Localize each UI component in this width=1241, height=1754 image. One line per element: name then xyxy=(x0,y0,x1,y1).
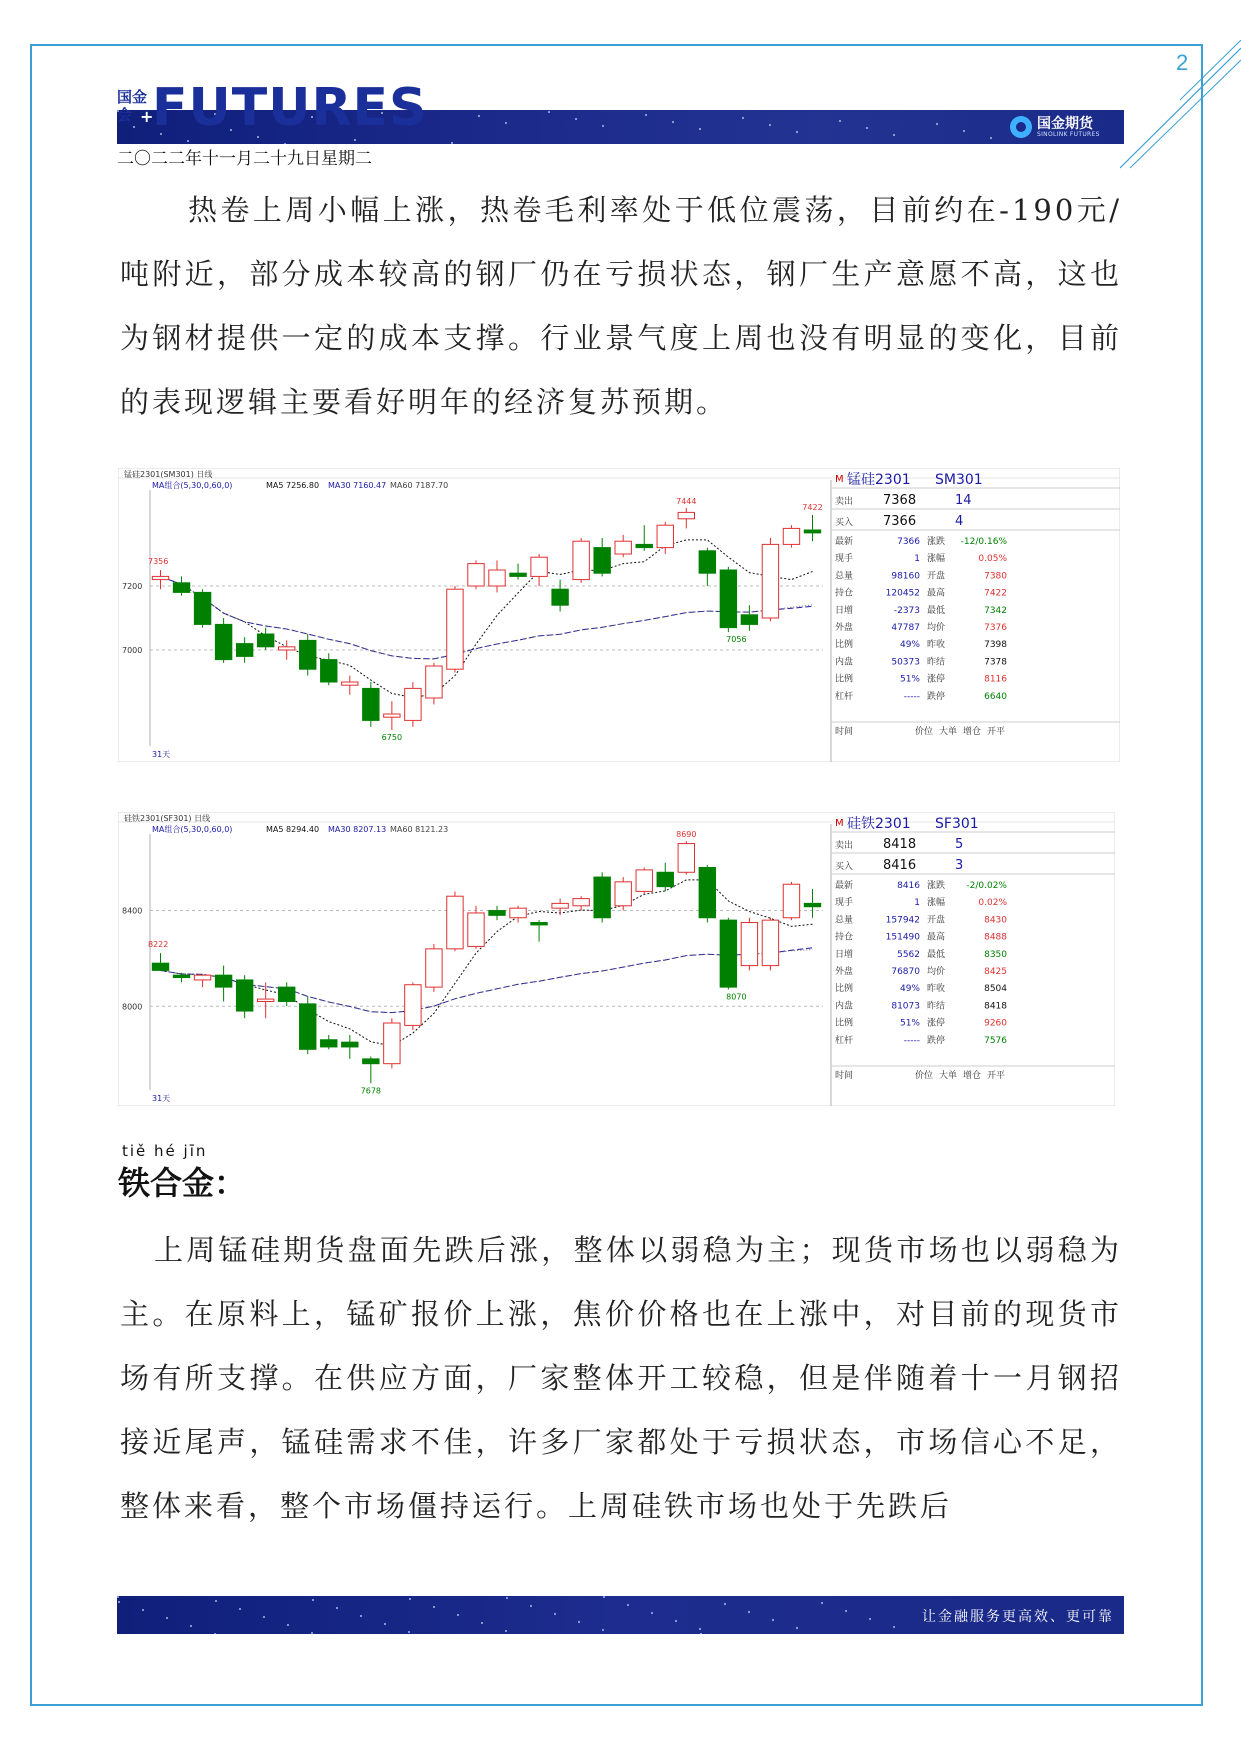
quote-row-value: 51% xyxy=(899,674,920,685)
band-star xyxy=(578,1621,580,1623)
chart-background xyxy=(118,468,1120,762)
quote-row-value: 47787 xyxy=(891,623,920,633)
quote-row-label: 比例 xyxy=(835,674,854,685)
quote-row-label: 涨幅 xyxy=(927,554,946,565)
candle-body xyxy=(804,530,820,533)
chart-period-label: 31天 xyxy=(152,750,171,759)
band-star xyxy=(336,1607,338,1609)
quote-row-value: 8116 xyxy=(984,674,1007,685)
candle-body xyxy=(531,557,547,576)
chart-indicator-label: MA组合(5,30,0,60,0) xyxy=(152,825,233,834)
quote-row-value: 1 xyxy=(914,898,920,909)
company-logo-en: SINOLINK FUTURES xyxy=(1037,130,1100,138)
band-star xyxy=(187,140,189,142)
quote-row-label: 总量 xyxy=(835,915,854,926)
chart-left-value-label: 7356 xyxy=(148,557,169,566)
band-star xyxy=(602,1629,604,1631)
band-star xyxy=(839,120,841,122)
band-star xyxy=(893,134,895,136)
paragraph-hot-rolled: 热卷上周小幅上涨，热卷毛利率处于低位震荡，目前约在-190元/吨附近，部分成本较高的钢厂仍在亏损状态，钢厂生产意愿不高，这也为钢材提供一定的成本支撑。行业景气度上周也没有明显的变化，目前的表现逻辑主要看好明年的经济复苏预期。 xyxy=(120,193,1122,419)
candle-body xyxy=(405,985,421,1026)
corner-decoration xyxy=(1120,40,1241,170)
candle-body xyxy=(783,884,799,917)
quote-row-label: 外盘 xyxy=(835,623,854,633)
quote-row-label: 比例 xyxy=(835,1018,854,1029)
quote-bid-volume: 4 xyxy=(955,514,964,529)
band-star xyxy=(481,1622,483,1624)
band-star xyxy=(408,1631,410,1633)
quote-row-label: 比例 xyxy=(835,984,854,995)
company-logo-icon xyxy=(1010,116,1032,138)
quote-row-value: 7422 xyxy=(984,588,1007,599)
quote-row-value: 5562 xyxy=(897,949,920,960)
quote-row-label: 最高 xyxy=(927,588,946,599)
candle-body xyxy=(321,660,337,682)
band-star xyxy=(142,1609,144,1611)
candle-body xyxy=(342,682,358,685)
band-star xyxy=(451,142,453,144)
quote-ask-label: 卖出 xyxy=(835,497,854,507)
candle-body xyxy=(720,570,736,628)
band-star xyxy=(457,1614,459,1616)
band-star xyxy=(433,1606,435,1608)
quote-row-value: 98160 xyxy=(891,571,920,582)
quote-footer-label: 时间 xyxy=(835,727,854,737)
chart-mn-si xyxy=(118,468,1120,762)
quote-contract-code: SM301 xyxy=(935,472,983,488)
candle-body xyxy=(783,528,799,544)
candle-body xyxy=(405,688,421,720)
quote-row-label: 涨幅 xyxy=(927,898,946,909)
quote-row-value: 120452 xyxy=(885,588,920,599)
section-heading-ferroalloy: 铁合金： xyxy=(118,1164,247,1202)
candle-body xyxy=(510,908,526,918)
candle-body xyxy=(552,903,568,908)
quote-row-value: 8350 xyxy=(984,949,1007,960)
candle-body xyxy=(152,576,168,579)
chart-y-tick-label: 8000 xyxy=(122,1002,143,1012)
quote-row-value: 76870 xyxy=(891,967,920,977)
quote-ask-volume: 5 xyxy=(955,837,964,852)
brand-plus: + xyxy=(140,107,154,126)
candle-body xyxy=(699,867,715,917)
band-star xyxy=(190,1625,192,1627)
quote-row-value: 151490 xyxy=(885,932,920,943)
candle-body xyxy=(678,844,694,873)
candle-body xyxy=(257,634,273,647)
quote-row-label: 持仓 xyxy=(835,932,854,943)
paragraph-ferroalloy: 上周锰硅期货盘面先跌后涨，整体以弱稳为主；现货市场也以弱稳为主。在原料上，锰矿报价上涨，焦价价格也在上涨中，对目前的现货市场有所支撑。在供应方面，厂家整体开工较稳，但是伴随着十一月钢招接近尾声，锰硅需求不佳，许多厂家都处于亏损状态，市场信心不足，整体来看，整个市场僵持运行。上周硅铁市场也处于先跌后 xyxy=(120,1233,1122,1523)
candle-body xyxy=(300,640,316,669)
band-star xyxy=(772,1619,774,1621)
quote-row-label: 最低 xyxy=(927,949,946,960)
quote-row-value: 0.02% xyxy=(978,898,1007,909)
band-star xyxy=(214,1633,216,1634)
band-star xyxy=(603,1596,605,1598)
chart-indicator-label: MA组合(5,30,0,60,0) xyxy=(152,481,233,490)
quote-ask-price: 7368 xyxy=(883,493,917,508)
quote-footer-label: 增仓 xyxy=(963,727,982,737)
candle-body xyxy=(510,573,526,576)
quote-footer-label: 价位 xyxy=(915,727,934,737)
candle-body xyxy=(573,899,589,906)
band-star xyxy=(575,118,577,120)
band-star xyxy=(796,1627,798,1629)
quote-footer-label: 增仓 xyxy=(963,1071,982,1081)
band-star xyxy=(384,1623,386,1625)
candle-body xyxy=(468,564,484,586)
band-star xyxy=(742,117,744,119)
band-star xyxy=(699,128,701,130)
candle-body xyxy=(236,644,252,657)
candle-body xyxy=(257,999,273,1001)
footer-slogan: 让金融服务更高效、更可靠 xyxy=(922,1609,1114,1625)
quote-row-value: 8416 xyxy=(897,881,920,891)
quote-row-value: 7378 xyxy=(984,657,1007,668)
quote-contract-name: 锰硅2301 xyxy=(847,472,911,488)
chart-ma-label: MA5 8294.40 xyxy=(266,825,320,834)
quote-row-value: 50373 xyxy=(891,657,920,668)
band-star xyxy=(263,1616,265,1618)
quote-row-label: 昨结 xyxy=(927,657,946,668)
chart-left-value-label: 8222 xyxy=(148,940,169,950)
band-star xyxy=(936,123,938,125)
candle-body xyxy=(678,512,694,518)
quote-row-label: 开盘 xyxy=(927,915,946,926)
chart-fe-si-svg xyxy=(118,812,1115,1106)
quote-row-label: 外盘 xyxy=(835,967,854,977)
quote-row-value: 7342 xyxy=(984,605,1007,616)
candle-body xyxy=(762,544,778,618)
brand-en-logo: FUTURES xyxy=(152,78,428,138)
candle-body xyxy=(489,911,505,916)
footer-band xyxy=(117,1596,1124,1634)
quote-footer-label: 大单 xyxy=(939,1071,958,1081)
quote-footer-label: 时间 xyxy=(835,1071,854,1081)
band-star xyxy=(505,1630,507,1632)
chart-high-label: 7444 xyxy=(676,496,697,506)
quote-row-label: 持仓 xyxy=(835,588,854,599)
band-star xyxy=(675,1620,677,1622)
candle-body xyxy=(741,615,757,625)
quote-row-value: 7398 xyxy=(984,640,1007,651)
band-star xyxy=(354,139,356,141)
candle-body xyxy=(363,688,379,720)
candle-body xyxy=(236,980,252,1011)
quote-row-label: 最高 xyxy=(927,932,946,943)
candle-body xyxy=(699,551,715,573)
quote-row-value: 8425 xyxy=(984,967,1007,977)
band-star xyxy=(990,137,992,139)
chart-recent-high-label: 7422 xyxy=(802,502,823,512)
quote-row-label: 涨停 xyxy=(927,1018,946,1029)
chart-high-label: 8690 xyxy=(676,830,697,840)
candle-body xyxy=(384,714,400,717)
candle-body xyxy=(384,1023,400,1064)
candle-body xyxy=(468,913,484,946)
band-star xyxy=(215,1600,217,1602)
quote-row-value: 7576 xyxy=(984,1035,1007,1046)
chart-fe-si xyxy=(118,812,1115,1106)
quote-row-value: 49% xyxy=(899,984,920,995)
quote-row-value: -12/0.16% xyxy=(960,537,1007,547)
band-star xyxy=(312,1599,314,1601)
quote-row-label: 涨跌 xyxy=(927,881,946,891)
candle-body xyxy=(531,923,547,925)
brand-cn-logo: 国金会 xyxy=(117,88,148,124)
quote-row-value: 81073 xyxy=(891,1001,920,1012)
chart-y-tick-label: 8400 xyxy=(122,906,143,916)
quote-row-label: 内盘 xyxy=(835,1001,854,1012)
band-star xyxy=(602,125,604,127)
chart-ma-label: MA60 7187.70 xyxy=(390,481,449,490)
quote-footer-label: 价位 xyxy=(915,1071,934,1081)
quote-footer-label: 开平 xyxy=(987,727,1006,737)
candle-body xyxy=(321,1040,337,1047)
quote-bid-volume: 3 xyxy=(955,858,964,873)
candle-body xyxy=(657,525,673,547)
chart-ma-label: MA30 7160.47 xyxy=(328,481,387,490)
band-star xyxy=(409,1598,411,1600)
chart-ma-label: MA5 7256.80 xyxy=(266,481,320,490)
candle-body xyxy=(636,544,652,547)
candle-body xyxy=(173,583,189,593)
quote-row-label: 最低 xyxy=(927,605,946,616)
quote-row-label: 涨停 xyxy=(927,674,946,685)
band-star xyxy=(133,126,135,128)
band-star xyxy=(893,1626,895,1628)
quote-row-label: 均价 xyxy=(927,967,946,977)
quote-row-label: 涨跌 xyxy=(927,537,946,547)
candle-body xyxy=(762,920,778,965)
quote-bid-label: 买入 xyxy=(835,862,854,872)
band-star xyxy=(651,1612,653,1614)
band-star xyxy=(287,1624,289,1626)
quote-bid-price: 8416 xyxy=(883,858,917,873)
candle-body xyxy=(152,963,168,970)
chart-y-tick-label: 7000 xyxy=(122,646,143,655)
quote-row-value: ----- xyxy=(903,691,920,702)
quote-row-value: 49% xyxy=(899,640,920,651)
section-pinyin: tiě hé jīn xyxy=(122,1142,208,1160)
page-number: 2 xyxy=(1176,50,1189,75)
quote-row-label: 开盘 xyxy=(927,571,946,582)
band-star xyxy=(821,1602,823,1604)
company-logo xyxy=(1010,113,1100,141)
company-logo-cn: 国金期货 xyxy=(1037,115,1093,132)
candle-body xyxy=(573,541,589,579)
quote-row-value: 51% xyxy=(899,1018,920,1029)
chart-low-label: 7678 xyxy=(360,1086,382,1096)
band-star xyxy=(869,1618,871,1620)
candle-body xyxy=(636,870,652,892)
quote-row-value: 7380 xyxy=(984,571,1007,582)
candle-body xyxy=(447,896,463,949)
chart-low-label: 6750 xyxy=(381,733,403,742)
quote-ask-label: 卖出 xyxy=(835,841,854,851)
quote-row-label: 现手 xyxy=(835,554,854,565)
candle-body xyxy=(215,624,231,659)
candle-body xyxy=(363,1059,379,1064)
quote-market-icon: M xyxy=(835,818,844,829)
candle-body xyxy=(804,903,820,906)
quote-contract-code: SF301 xyxy=(935,816,979,832)
band-star xyxy=(311,1632,313,1634)
band-star xyxy=(796,131,798,133)
chart-ma-label: MA60 8121.23 xyxy=(390,825,449,834)
band-star xyxy=(530,1605,532,1607)
quote-row-value: 8418 xyxy=(984,1001,1007,1012)
quote-row-label: 跌停 xyxy=(927,691,946,702)
quote-contract-name: 硅铁2301 xyxy=(847,816,911,832)
quote-row-label: 最新 xyxy=(835,537,854,547)
band-star xyxy=(554,1613,556,1615)
band-star xyxy=(866,127,868,129)
chart-period-label: 31天 xyxy=(152,1094,171,1103)
quote-row-label: 日增 xyxy=(835,949,854,960)
band-star xyxy=(645,114,647,116)
quote-row-value: 8504 xyxy=(984,984,1007,995)
chart-recent-low-label: 7056 xyxy=(726,635,747,645)
candle-body xyxy=(447,589,463,669)
quote-row-label: 跌停 xyxy=(927,1035,946,1046)
quote-row-value: 0.05% xyxy=(978,554,1007,565)
candle-body xyxy=(194,592,210,624)
quote-row-label: 杠杆 xyxy=(835,691,854,702)
candle-body xyxy=(279,647,295,650)
quote-row-value: 8488 xyxy=(984,932,1007,943)
band-star xyxy=(117,1596,119,1598)
candle-body xyxy=(657,872,673,886)
chart-mn-si-svg xyxy=(118,468,1120,762)
quote-bid-price: 7366 xyxy=(883,514,917,529)
quote-row-label: 内盘 xyxy=(835,657,854,668)
report-date: 二〇二二年十一月二十九日星期二 xyxy=(117,149,372,169)
band-star xyxy=(769,124,771,126)
band-star xyxy=(478,115,480,117)
band-star xyxy=(700,1633,702,1634)
candle-body xyxy=(594,548,610,574)
chart-title: 锰硅2301(SM301) 日线 xyxy=(124,470,213,479)
quote-row-label: 日增 xyxy=(835,605,854,616)
quote-row-value: 7376 xyxy=(984,623,1007,633)
quote-row-label: 杠杆 xyxy=(835,1035,854,1046)
band-star xyxy=(724,1603,726,1605)
candle-body xyxy=(741,923,757,966)
chart-title: 硅铁2301(SF301) 日线 xyxy=(124,814,211,823)
quote-footer-label: 开平 xyxy=(987,1071,1006,1081)
quote-row-label: 总量 xyxy=(835,571,854,582)
quote-row-label: 昨收 xyxy=(927,984,946,995)
band-star xyxy=(360,1615,362,1617)
band-star xyxy=(699,1628,701,1630)
quote-row-value: 9260 xyxy=(984,1018,1007,1029)
candle-body xyxy=(173,975,189,977)
candle-body xyxy=(552,589,568,605)
quote-row-label: 最新 xyxy=(835,881,854,891)
candle-body xyxy=(215,975,231,987)
band-star xyxy=(627,1604,629,1606)
quote-row-value: 157942 xyxy=(885,915,920,926)
band-star xyxy=(505,122,507,124)
band-star xyxy=(548,111,550,113)
quote-ask-volume: 14 xyxy=(955,493,972,508)
band-star xyxy=(963,130,965,132)
candle-body xyxy=(300,1004,316,1049)
quote-bid-label: 买入 xyxy=(835,518,854,528)
candle-body xyxy=(279,987,295,1001)
quote-row-label: 均价 xyxy=(927,623,946,633)
quote-market-icon: M xyxy=(835,474,844,485)
quote-row-value: 1 xyxy=(914,554,920,565)
candle-body xyxy=(720,920,736,987)
quote-row-value: 6640 xyxy=(984,691,1007,702)
quote-footer-label: 大单 xyxy=(939,727,958,737)
quote-ask-price: 8418 xyxy=(883,837,917,852)
quote-row-label: 昨收 xyxy=(927,640,946,651)
chart-y-tick-label: 7200 xyxy=(122,582,143,591)
candle-body xyxy=(194,975,210,980)
band-star xyxy=(506,1597,508,1599)
quote-row-value: 8430 xyxy=(984,915,1007,926)
candle-body xyxy=(426,949,442,987)
band-star xyxy=(239,1608,241,1610)
band-star xyxy=(748,1611,750,1613)
quote-row-label: 比例 xyxy=(835,640,854,651)
quote-row-label: 昨结 xyxy=(927,1001,946,1012)
quote-row-value: -2373 xyxy=(893,605,920,616)
quote-row-label: 现手 xyxy=(835,898,854,909)
band-star xyxy=(166,1617,168,1619)
quote-row-value: ----- xyxy=(903,1035,920,1046)
candle-body xyxy=(615,541,631,554)
candle-body xyxy=(426,666,442,698)
quote-row-value: 7366 xyxy=(897,537,920,547)
candle-body xyxy=(489,570,505,586)
band-star xyxy=(672,121,674,123)
chart-background xyxy=(118,812,1115,1106)
candle-body xyxy=(594,877,610,918)
candle-body xyxy=(615,882,631,906)
chart-recent-low-label: 8070 xyxy=(726,992,747,1002)
band-star xyxy=(118,1601,120,1603)
quote-row-value: -2/0.02% xyxy=(966,881,1007,891)
candle-body xyxy=(342,1042,358,1047)
chart-ma-label: MA30 8207.13 xyxy=(328,825,387,834)
band-star xyxy=(845,1610,847,1612)
